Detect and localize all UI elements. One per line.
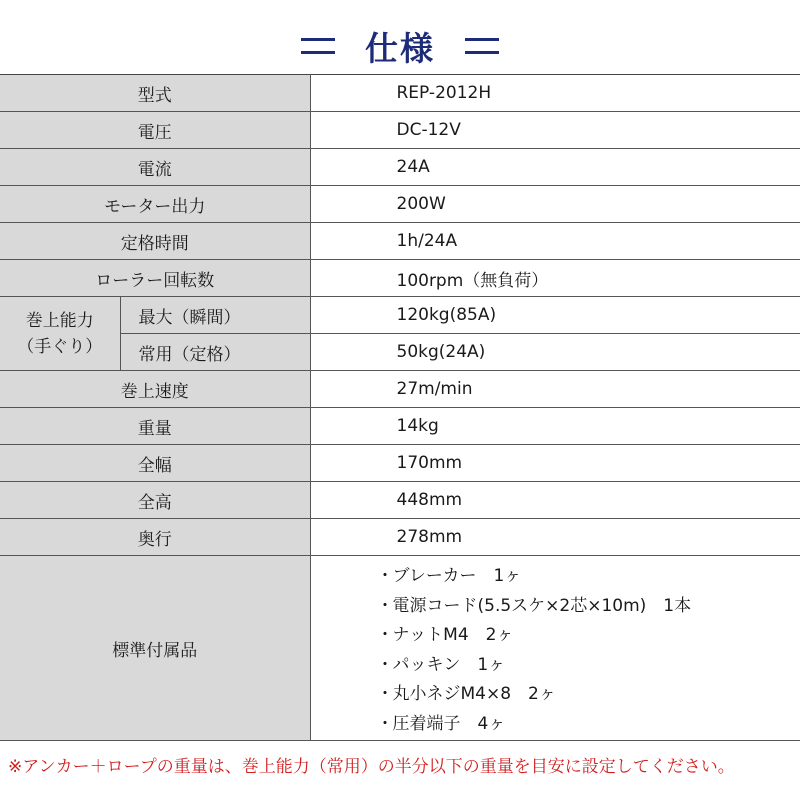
accessory-text: 圧着端子 4ヶ <box>392 713 506 734</box>
accessory-text: ナットM4 2ヶ <box>392 625 514 646</box>
accessory-text: 電源コード(5.5スケ×2芯×10m) 1本 <box>392 595 692 616</box>
table-row-lift-speed <box>0 371 800 408</box>
row-label-capacity <box>0 297 120 371</box>
row-value-width: 170mm <box>310 445 800 482</box>
row-value-voltage: DC-12V <box>310 112 800 149</box>
accessory-text: ブレーカー 1ヶ <box>392 566 522 586</box>
table-row-capacity-normal <box>0 334 800 371</box>
bullet: ・ <box>376 566 394 586</box>
table-row-depth <box>0 519 800 556</box>
table-row-roller-speed <box>0 260 800 297</box>
bullet: ・ <box>376 625 394 646</box>
accessory-text: パッキン 1ヶ <box>392 654 506 675</box>
spec-table <box>0 74 800 741</box>
row-value-roller-speed: 100rpm（無負荷） <box>310 260 800 297</box>
title-right-dash <box>465 38 499 54</box>
row-label-height: 全高 <box>0 482 310 519</box>
row-value-capacity-max: 120kg(85A) <box>310 297 800 334</box>
bullet: ・ <box>376 713 394 734</box>
list-item <box>377 592 800 622</box>
row-value-weight: 14kg <box>310 408 800 445</box>
row-label-voltage: 電圧 <box>0 112 310 149</box>
table-row-rated-time <box>0 223 800 260</box>
row-value-depth: 278mm <box>310 519 800 556</box>
table-row-current <box>0 149 800 186</box>
row-label-rated-time: 定格時間 <box>0 223 310 260</box>
table-row-model <box>0 75 800 112</box>
row-value-capacity-normal: 50kg(24A) <box>310 334 800 371</box>
bullet: ・ <box>376 654 394 675</box>
capacity-label-line1: 巻上能力 <box>25 310 94 331</box>
spec-title-bar <box>0 18 800 74</box>
capacity-label-line2: （手ぐり） <box>17 336 103 357</box>
row-label-accessories: 標準付属品 <box>0 556 310 741</box>
table-row-accessories <box>0 556 800 741</box>
row-value-lift-speed: 27m/min <box>310 371 800 408</box>
row-label-model: 型式 <box>0 75 310 112</box>
row-label-capacity-normal: 常用（定格） <box>120 334 310 371</box>
row-value-height: 448mm <box>310 482 800 519</box>
table-row-width <box>0 445 800 482</box>
table-row-height <box>0 482 800 519</box>
table-row-capacity-max <box>0 297 800 334</box>
row-label-roller-speed: ローラー回転数 <box>0 260 310 297</box>
table-row-voltage <box>0 112 800 149</box>
bullet: ・ <box>376 595 394 616</box>
row-value-model: REP-2012H <box>310 75 800 112</box>
accessory-text: 丸小ネジM4×8 2ヶ <box>392 684 556 705</box>
list-item <box>377 710 800 740</box>
list-item <box>377 621 800 651</box>
row-label-lift-speed: 巻上速度 <box>0 371 310 408</box>
row-value-rated-time: 1h/24A <box>310 223 800 260</box>
table-row-motor-output <box>0 186 800 223</box>
list-item <box>377 562 800 592</box>
row-label-weight: 重量 <box>0 408 310 445</box>
row-label-width: 全幅 <box>0 445 310 482</box>
footnote: ※アンカー＋ロープの重量は、巻上能力（常用）の半分以下の重量を目安に設定してください。 <box>8 757 735 777</box>
bullet: ・ <box>376 684 394 705</box>
list-item <box>377 651 800 681</box>
row-label-current: 電流 <box>0 149 310 186</box>
row-value-current: 24A <box>310 149 800 186</box>
table-row-weight <box>0 408 800 445</box>
title-left-dash <box>301 38 335 54</box>
row-label-depth: 奥行 <box>0 519 310 556</box>
accessories-list <box>377 556 800 740</box>
row-value-motor-output: 200W <box>310 186 800 223</box>
list-item <box>377 680 800 710</box>
row-label-motor-output: モーター出力 <box>0 186 310 223</box>
page-title: 仕様 <box>365 28 435 68</box>
row-label-capacity-max: 最大（瞬間） <box>120 297 310 334</box>
row-value-accessories <box>310 556 800 741</box>
